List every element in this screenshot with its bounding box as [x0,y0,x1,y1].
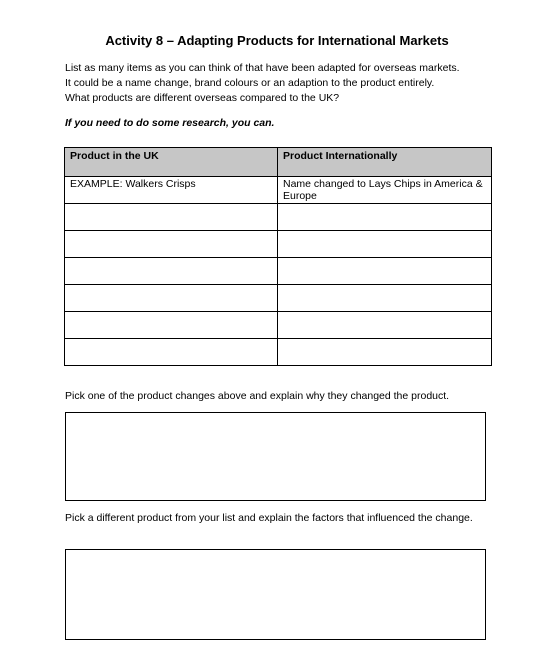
header-product-uk: Product in the UK [65,148,278,177]
intro-line: What products are different overseas compared to the UK? [65,92,340,104]
cell-product-international[interactable] [278,312,492,339]
cell-product-uk[interactable] [65,231,278,258]
header-product-international: Product Internationally [278,148,492,177]
table-row [65,312,492,339]
cell-product-international[interactable] [278,258,492,285]
answer-box-2[interactable] [65,549,486,640]
intro-paragraph [65,61,505,106]
cell-product-international[interactable] [278,204,492,231]
cell-product-international[interactable] [278,285,492,312]
cell-product-uk[interactable] [65,312,278,339]
intro-line: List as many items as you can think of that have been adapted for overseas markets. [65,62,460,74]
table-row [65,339,492,366]
cell-product-uk[interactable] [65,339,278,366]
table-row [65,204,492,231]
intro-line: It could be a name change, brand colours or an adaption to the product entirely. [65,77,435,89]
table-row [65,258,492,285]
question-2: Pick a different product from your list and explain the factors that influenced the change. [65,512,473,524]
answer-box-1[interactable] [65,412,486,501]
cell-product-uk[interactable]: EXAMPLE: Walkers Crisps [65,177,278,204]
cell-product-international[interactable] [278,339,492,366]
activity-title: Activity 8 – Adapting Products for International Markets [105,33,449,48]
table-row [65,177,492,204]
cell-product-international[interactable] [278,231,492,258]
research-note: If you need to do some research, you can. [65,117,275,129]
table-header-row [65,148,492,177]
cell-product-uk[interactable] [65,285,278,312]
cell-product-international[interactable]: Name changed to Lays Chips in America & Europe [278,177,492,204]
cell-product-uk[interactable] [65,258,278,285]
question-1: Pick one of the product changes above and explain why they changed the product. [65,390,450,402]
table-row [65,231,492,258]
table-row [65,285,492,312]
products-table [64,147,492,366]
cell-product-uk[interactable] [65,204,278,231]
